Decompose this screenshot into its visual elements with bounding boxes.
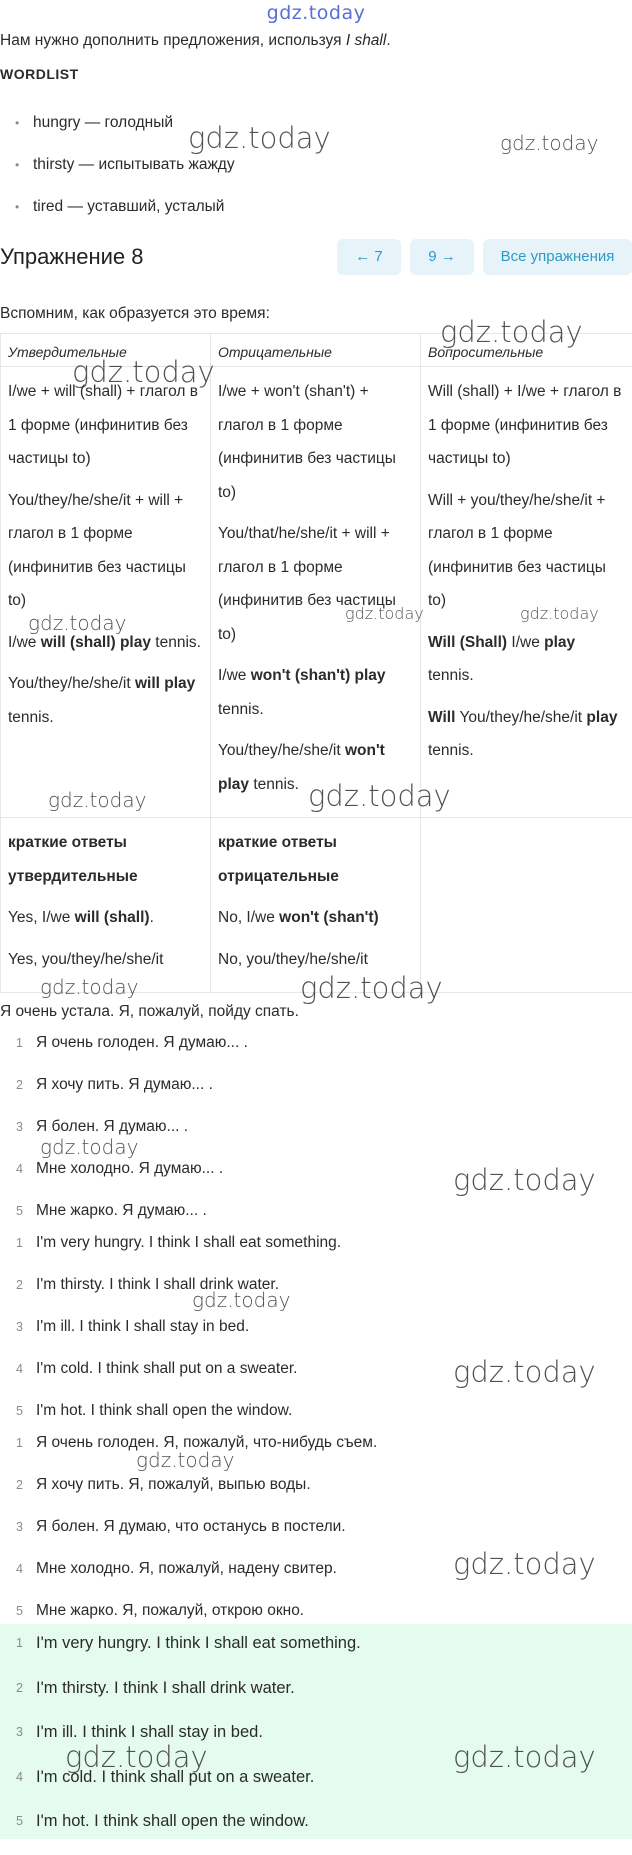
- list-item: 2 Я хочу пить. Я думаю... .: [0, 1075, 632, 1117]
- grammar-table: [0, 333, 632, 993]
- col-header-question: Вопросительные: [421, 334, 632, 367]
- wordlist-item: • thirsty — испытывать жажду: [0, 150, 235, 192]
- list-item: 2 Я хочу пить. Я, пожалуй, выпью воды.: [0, 1475, 632, 1517]
- grammar-table-container[interactable]: [0, 333, 632, 993]
- list-item: 3 Я болен. Я думаю, что останусь в постели.: [0, 1517, 632, 1559]
- list-item: 5 I'm hot. I think shall open the window.: [0, 1810, 632, 1855]
- list-item: 1 Я очень голоден. Я, пожалуй, что-нибудь съем.: [0, 1433, 632, 1475]
- short-answer: Yes, you/they/he/she/it: [8, 943, 203, 977]
- all-exercises-button[interactable]: Все упражнения: [483, 239, 632, 275]
- list-item: 5 Мне жарко. Я думаю... .: [0, 1201, 632, 1243]
- example-text: You/they/he/she/it will play tennis.: [8, 667, 203, 734]
- list-item: 4 Мне холодно. Я, пожалуй, надену свитер.: [0, 1559, 632, 1601]
- watermark: gdz.today: [345, 604, 424, 623]
- list-item: 3 I'm ill. I think I shall stay in bed.: [0, 1721, 632, 1766]
- negative-cell: [211, 367, 421, 818]
- short-answers-negative-cell: [211, 818, 421, 993]
- example-text: I/we will (shall) play tennis.: [8, 626, 203, 660]
- example-text: You/they/he/she/it won't play tennis.: [218, 734, 413, 801]
- next-exercise-button[interactable]: 9 →: [410, 239, 474, 275]
- answers-en-list: [0, 1233, 632, 1443]
- example-text: I/we won't (shan't) play tennis.: [218, 659, 413, 726]
- rule-text: I/we + won't (shan't) + глагол в 1 форме (инфинитив без частицы to): [218, 375, 413, 509]
- list-item: 3 I'm ill. I think I shall stay in bed.: [0, 1317, 632, 1359]
- wordlist-heading: WORDLIST: [0, 66, 79, 82]
- exercise-title: Упражнение 8: [0, 244, 144, 270]
- list-item: 1 Я очень голоден. Я думаю... .: [0, 1033, 632, 1075]
- watermark: gdz.today: [136, 1448, 234, 1472]
- prev-exercise-button[interactable]: ← 7: [337, 239, 401, 275]
- watermark: gdz.today: [500, 131, 598, 155]
- short-answers-positive-cell: [1, 818, 211, 993]
- site-logo[interactable]: gdz.today: [0, 2, 632, 24]
- example-line: Я очень устала. Я, пожалуй, пойду спать.: [0, 1003, 299, 1021]
- translations-ru-list: [0, 1433, 632, 1643]
- short-answers-heading: краткие ответы отрицательные: [218, 826, 413, 893]
- grammar-intro: Вспомним, как образуется это время:: [0, 305, 270, 323]
- list-item: 5 Мне жарко. Я, пожалуй, открою окно.: [0, 1601, 632, 1643]
- watermark: gdz.today: [192, 1288, 290, 1312]
- rule-text: Will + you/they/he/she/it + глагол в 1 форме (инфинитив без частицы to): [428, 484, 625, 618]
- watermark: gdz.today: [308, 779, 451, 813]
- rule-text: Will (shall) + I/we + глагол в 1 форме (инфинитив без частицы to): [428, 375, 625, 476]
- wordlist-item: • hungry — голодный: [0, 108, 235, 150]
- list-item: 1 I'm very hungry. I think I shall eat something.: [0, 1233, 632, 1275]
- short-answer: No, I/we won't (shan't): [218, 901, 413, 935]
- watermark: gdz.today: [65, 1740, 208, 1774]
- example-text: Will You/they/he/she/it play tennis.: [428, 701, 625, 768]
- watermark: gdz.today: [40, 1135, 138, 1159]
- watermark: gdz.today: [188, 121, 331, 155]
- list-item: 2 I'm thirsty. I think I shall drink water.: [0, 1275, 632, 1317]
- highlighted-answers: [0, 1624, 632, 1839]
- rule-text: I/we + will (shall) + глагол в 1 форме (инфинитив без частицы to): [8, 375, 203, 476]
- short-answer: No, you/they/he/she/it: [218, 943, 413, 977]
- watermark: gdz.today: [453, 1547, 596, 1581]
- col-header-affirmative: Утвердительные: [1, 334, 211, 367]
- list-item: 4 Мне холодно. Я думаю... .: [0, 1159, 632, 1201]
- intro-text: Нам нужно дополнить предложения, используя I shall.: [0, 32, 391, 50]
- list-item: 1 I'm very hungry. I think I shall eat something.: [0, 1624, 632, 1677]
- rule-text: You/they/he/she/it + will + глагол в 1 форме (инфинитив без частицы to): [8, 484, 203, 618]
- short-answer: Yes, I/we will (shall).: [8, 901, 203, 935]
- rule-text: You/that/he/she/it + will + глагол в 1 форме (инфинитив без частицы to): [218, 517, 413, 651]
- watermark: gdz.today: [520, 604, 599, 623]
- list-item: 3 Я болен. Я думаю... .: [0, 1117, 632, 1159]
- list-item: 5 I'm hot. I think shall open the window.: [0, 1401, 632, 1443]
- watermark: gdz.today: [453, 1740, 596, 1774]
- empty-cell: [421, 818, 632, 993]
- wordlist-item: • tired — уставший, усталый: [0, 192, 235, 234]
- watermark: gdz.today: [40, 975, 138, 999]
- col-header-negative: Отрицательные: [211, 334, 421, 367]
- watermark: gdz.today: [28, 611, 126, 635]
- affirmative-cell: [1, 367, 211, 818]
- watermark: gdz.today: [72, 355, 215, 389]
- example-text: Will (Shall) I/we play tennis.: [428, 626, 625, 693]
- watermark: gdz.today: [453, 1163, 596, 1197]
- list-item: 2 I'm thirsty. I think I shall drink water.: [0, 1677, 632, 1722]
- watermark: gdz.today: [300, 971, 443, 1005]
- watermark: gdz.today: [453, 1355, 596, 1389]
- watermark: gdz.today: [440, 315, 583, 349]
- watermark: gdz.today: [48, 788, 146, 812]
- question-cell: [421, 367, 632, 818]
- short-answers-heading: краткие ответы утвердительные: [8, 826, 203, 893]
- list-item: 4 I'm cold. I think shall put on a sweater.: [0, 1766, 632, 1811]
- list-item: 4 I'm cold. I think shall put on a sweater.: [0, 1359, 632, 1401]
